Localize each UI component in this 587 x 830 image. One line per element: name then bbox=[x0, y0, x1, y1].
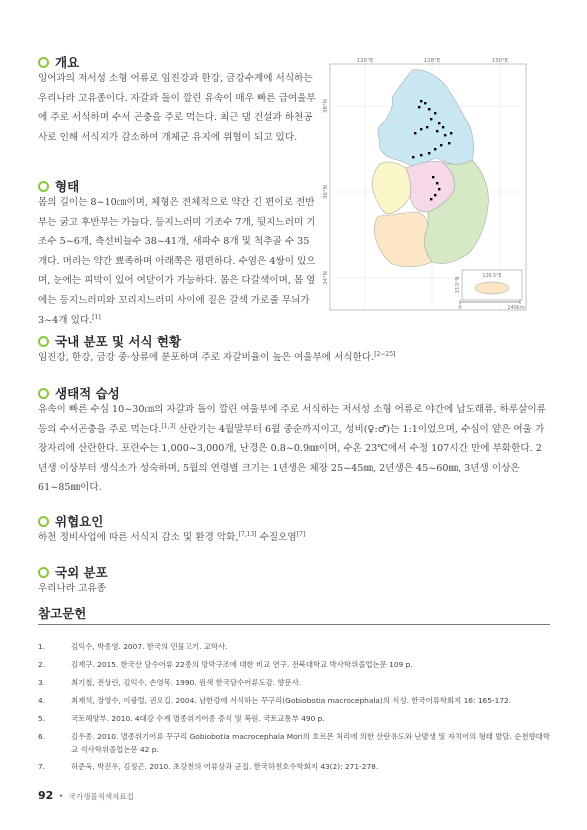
distribution-heading: 국내 분포 및 서식 현황 bbox=[38, 332, 181, 350]
ring-bullet-icon bbox=[38, 388, 49, 399]
record-dot bbox=[428, 152, 430, 154]
citation: [7,13] bbox=[238, 530, 257, 538]
ring-bullet-icon bbox=[38, 336, 49, 347]
ring-bullet-icon bbox=[38, 181, 49, 192]
inset-lat-label: 33.5°N bbox=[456, 276, 461, 294]
record-dot bbox=[444, 134, 446, 136]
record-dot bbox=[436, 130, 438, 132]
foreign-text: 우리나라 고유종 bbox=[38, 583, 106, 594]
record-dot bbox=[436, 182, 438, 184]
reference-item: 2. 김재구. 2015. 한국산 담수어류 22종의 망막구조에 대한 비교 연구. 전북대학교 박사학위졸업논문 109 p. bbox=[38, 660, 413, 669]
ring-bullet-icon bbox=[38, 57, 49, 68]
threats-heading: 위협요인 bbox=[38, 512, 103, 530]
record-dot bbox=[428, 108, 430, 110]
distribution-text: 임진강, 한강, 금강 중·상류에 분포하며 주로 자갈비율이 높은 여울부에 서식한다.[2~25] bbox=[38, 350, 396, 363]
record-dot bbox=[438, 122, 440, 124]
ring-bullet-icon bbox=[38, 516, 49, 527]
record-dot bbox=[420, 128, 422, 130]
scale-start-label: 0 bbox=[458, 305, 462, 311]
page-number: 92 bbox=[38, 789, 54, 802]
record-dot bbox=[412, 156, 414, 158]
footer-separator: • bbox=[58, 792, 64, 802]
ring-bullet-icon bbox=[38, 567, 49, 578]
record-dot bbox=[434, 194, 436, 196]
references-title: 참고문헌 bbox=[38, 606, 87, 621]
reference-item: 4. 최재석, 장영수, 이광렬, 권오길. 2004. 남한강에 서식하는 꾸구리(Gobiobotia macrocephala)의 식성. 한국어류학회지 16: 165-172. bbox=[38, 696, 512, 705]
citation: [1] bbox=[92, 313, 101, 321]
record-dot bbox=[426, 126, 428, 128]
lat-label: 34°N bbox=[323, 271, 329, 285]
record-dot bbox=[424, 102, 426, 104]
record-dot bbox=[450, 132, 452, 134]
scale-end-label: 140km bbox=[507, 305, 525, 311]
record-dot bbox=[440, 144, 442, 146]
record-dot bbox=[420, 100, 422, 102]
record-dot bbox=[434, 148, 436, 150]
lon-label: 130°E bbox=[491, 58, 509, 64]
record-dot bbox=[430, 118, 432, 120]
ecology-heading: 생태적 습성 bbox=[38, 384, 120, 402]
ecology-text: 유속이 빠른 수심 10~30㎝의 자갈과 돌이 깔린 여울부에 주로 서식하는 저서성 소형 어류로 야간에 납도래류, 하루살이류 등의 수서곤충을 주로 먹는다.[1,3] 산란기는 4월말부터 6월 중순까지이고, 성비(♀:♂)는 1:1이었으며, 수심이 얕은 여울 가장자리에 산란한다. 포란수는 1,000~3,000개, 난경은 0.8~0.9㎜이며, 수온 23℃에서 수정 107시간 만에 부화한다. 2년생 이상부터 생식소가 성숙하며, 5월의 연령별 크기는 1년생은 체장 25~45㎜, 2년생은 45~60㎜, 3년생 이상은 61~85㎜이다. bbox=[38, 404, 546, 494]
morphology-text: 몸의 길이는 8~10㎝이며, 체형은 전체적으로 약간 긴 편이로 전반부는 굵고 후반부는 가늘다. 등지느러미 기조수 7개, 뒷지느러미 기조수 5~6개, 측선비늘수 38~41개, 새파수 8개 및 척추골 수 35개다. 머리는 약간 뾰족하며 아래쪽은 평편하다. 수염은 4쌍이 있으며, 눈에는 피막이 있어 여닫이가 가능하다. 몸은 다갈색이며, 몸 옆에는 등지느러미와 꼬리지느러미 사이에 짙은 갈색 가로줄 무늬가 3~4개 있다.[1] bbox=[38, 197, 316, 326]
reference-item: 7. 허준욱, 박진우, 김정곤. 2010. 초강천의 어류상과 군집. 한국하천호수학회지 43(2): 271-278. bbox=[38, 762, 379, 771]
foreign-heading: 국외 분포 bbox=[38, 563, 108, 581]
publication-title: 국가생물적색자료집 bbox=[68, 792, 134, 801]
record-dot bbox=[442, 126, 444, 128]
citation: [7] bbox=[296, 530, 306, 538]
reference-item: 1. 김익수, 박종영. 2007. 한국의 민물고기. 교학사. bbox=[38, 642, 228, 651]
references-divider bbox=[38, 624, 550, 625]
record-dot bbox=[434, 112, 436, 114]
distribution-map bbox=[320, 56, 530, 318]
morphology-heading: 형태 bbox=[38, 177, 79, 195]
citation: [1,3] bbox=[161, 422, 176, 430]
overview-text: 잉어과의 저서성 소형 어류로 임진강과 한강, 금강수계에 서식하는 우리나라 고유종이다. 자갈과 돌이 깔린 유속이 매우 빠른 급여울부에 주로 서식하며 수서 곤충을 주로 먹는다. 최근 댐 건설과 하천공사로 인해 서식지가 감소하여 개체군 유지에 위협이 되고 있다. bbox=[38, 73, 316, 143]
record-dot bbox=[448, 142, 450, 144]
record-dot bbox=[414, 132, 416, 134]
citation: [2~25] bbox=[374, 350, 396, 358]
threats-text: 하천 정비사업에 따른 서식지 감소 및 환경 악화,[7,13] 수질오염[7] bbox=[38, 530, 306, 543]
lon-label: 126°E bbox=[356, 58, 374, 64]
reference-item: 3. 최기철, 전상린, 김익수, 손영목. 1990. 원색 한국담수어류도감. 향문사. bbox=[38, 678, 302, 687]
inset-lon-label: 126.5°E bbox=[482, 274, 502, 279]
lon-label: 128°E bbox=[423, 58, 441, 64]
record-dot bbox=[438, 188, 440, 190]
lat-label: 36°N bbox=[323, 185, 329, 199]
reference-item: 5. 국토해양부. 2010. 4대강 수계 멸종위기어종 증식 및 복원. 국토교통부 490 p. bbox=[38, 714, 325, 723]
record-dot bbox=[418, 106, 420, 108]
page-footer bbox=[38, 789, 134, 802]
jeju-island bbox=[475, 282, 509, 294]
record-dot bbox=[430, 198, 432, 200]
record-dot bbox=[420, 154, 422, 156]
reference-item: 6. 김우종. 2010. 멸종위기어류 꾸구리 Gobiobotia macrocephala Mori의 호르몬 처리에 의한 산란유도와 난발생 및 자치어의 형태 발달. 순천향대학교 석사학위졸업논문 42 p. bbox=[38, 732, 550, 754]
record-dot bbox=[432, 176, 434, 178]
lat-label: 38°N bbox=[323, 99, 329, 113]
overview-heading: 개요 bbox=[38, 53, 79, 71]
